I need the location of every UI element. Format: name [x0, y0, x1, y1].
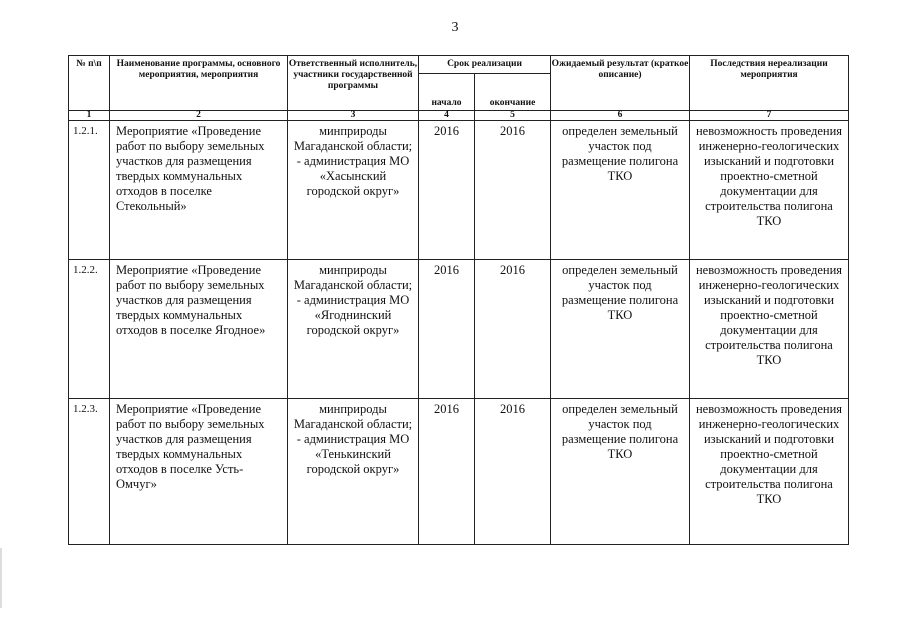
table-header-row [69, 56, 849, 74]
row-number: 1.2.2. [69, 260, 110, 399]
start-year: 2016 [419, 121, 475, 260]
table-row [69, 121, 849, 260]
table-row [69, 260, 849, 399]
scan-margin-mark [0, 548, 2, 608]
expected-result: определен земельный участок под размещение полигона ТКО [551, 121, 690, 260]
column-number: 3 [288, 111, 419, 121]
end-year: 2016 [475, 260, 551, 399]
start-year: 2016 [419, 399, 475, 545]
executor: минприроды Магаданской области; - администрация МО «Ягоднинский городской округ» [288, 260, 419, 399]
page-number: 3 [451, 20, 459, 35]
column-number: 6 [551, 111, 690, 121]
column-number: 2 [110, 111, 288, 121]
header-num: № п\п [69, 56, 110, 111]
activity-name: Мероприятие «Проведение работ по выбору земельных участков для размещения твердых коммунальных отходов в поселке Ягодное» [110, 260, 288, 399]
column-number: 1 [69, 111, 110, 121]
activity-name: Мероприятие «Проведение работ по выбору земельных участков для размещения твердых коммунальных отходов в поселке Стекольный» [110, 121, 288, 260]
header-start: начало [419, 74, 475, 111]
header-consequences: Последствия нереализации мероприятия [690, 56, 849, 111]
expected-result: определен земельный участок под размещение полигона ТКО [551, 399, 690, 545]
header-executor: Ответственный исполнитель, участники государственной программы [288, 56, 419, 111]
column-number: 4 [419, 111, 475, 121]
consequences: невозможность проведения инженерно-геологических изысканий и подготовки проектно-сметной документации для строительства полигона ТКО [690, 260, 849, 399]
executor: минприроды Магаданской области; - администрация МО «Хасынский городской округ» [288, 121, 419, 260]
header-period: Срок реализации [419, 56, 551, 74]
consequences: невозможность проведения инженерно-геологических изысканий и подготовки проектно-сметной документации для строительства полигона ТКО [690, 399, 849, 545]
column-number: 5 [475, 111, 551, 121]
expected-result: определен земельный участок под размещение полигона ТКО [551, 260, 690, 399]
column-number-row [69, 111, 849, 121]
table-row [69, 399, 849, 545]
row-number: 1.2.1. [69, 121, 110, 260]
consequences: невозможность проведения инженерно-геологических изысканий и подготовки проектно-сметной документации для строительства полигона ТКО [690, 121, 849, 260]
executor: минприроды Магаданской области; - администрация МО «Тенькинский городской округ» [288, 399, 419, 545]
row-number: 1.2.3. [69, 399, 110, 545]
header-result: Ожидаемый результат (краткое описание) [551, 56, 690, 111]
header-name: Наименование программы, основного мероприятия, мероприятия [110, 56, 288, 111]
end-year: 2016 [475, 121, 551, 260]
header-end: окончание [475, 74, 551, 111]
column-number: 7 [690, 111, 849, 121]
start-year: 2016 [419, 260, 475, 399]
activity-name: Мероприятие «Проведение работ по выбору земельных участков для размещения твердых коммунальных отходов в поселке Усть-Омчуг» [110, 399, 288, 545]
end-year: 2016 [475, 399, 551, 545]
program-activities-table [68, 55, 849, 545]
